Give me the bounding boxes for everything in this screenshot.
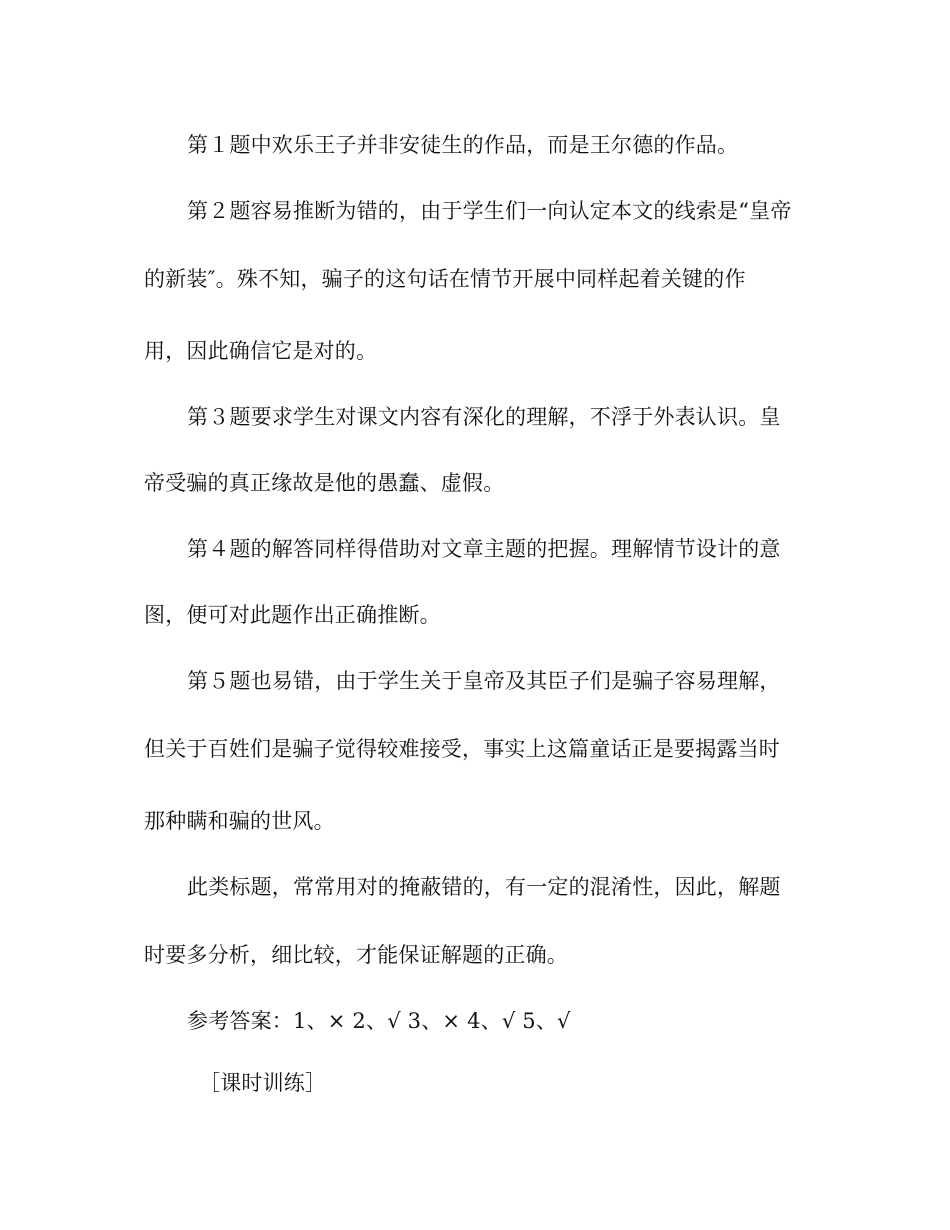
paragraph-q5-line-2: 但关于百姓们是骗子觉得较难接受，事实上这篇童话正是要揭露当时 bbox=[144, 737, 780, 761]
paragraph-q5-line-3: 那种瞒和骗的世风。 bbox=[144, 809, 335, 833]
paragraph-q3-line-1: 第３题要求学生对课文内容有深化的理解，不浮于外表认识。皇 bbox=[187, 405, 781, 429]
paragraph-summary-line-2: 时要多分析，细比较，才能保证解题的正确。 bbox=[144, 943, 568, 967]
paragraph-q3-line-2: 帝受骗的真正缘故是他的愚蠢、虚假。 bbox=[144, 471, 505, 495]
paragraph-q1-line-1: 第１题中欢乐王子并非安徒生的作品，而是王尔德的作品。 bbox=[187, 133, 739, 157]
section-heading-practice: ［课时训练］ bbox=[199, 1071, 327, 1095]
paragraph-q4-line-2: 图，便可对此题作出正确推断。 bbox=[144, 603, 441, 627]
paragraph-q2-line-3: 用，因此确信它是对的。 bbox=[144, 339, 378, 363]
answer-key: 参考答案：1、× 2、√ 3、× 4、√ 5、√ bbox=[187, 1009, 571, 1033]
paragraph-q2-line-2: 的新装″。殊不知，骗子的这句话在情节开展中同样起着关键的作 bbox=[144, 267, 746, 291]
paragraph-q5-line-1: 第５题也易错，由于学生关于皇帝及其臣子们是骗子容易理解， bbox=[187, 669, 781, 693]
paragraph-summary-line-1: 此类标题，常常用对的掩蔽错的，有一定的混淆性，因此，解题 bbox=[187, 875, 781, 899]
paragraph-q2-line-1: 第２题容易推断为错的，由于学生们一向认定本文的线索是“皇帝 bbox=[187, 199, 792, 223]
paragraph-q4-line-1: 第４题的解答同样得借助对文章主题的把握。理解情节设计的意 bbox=[187, 537, 781, 561]
